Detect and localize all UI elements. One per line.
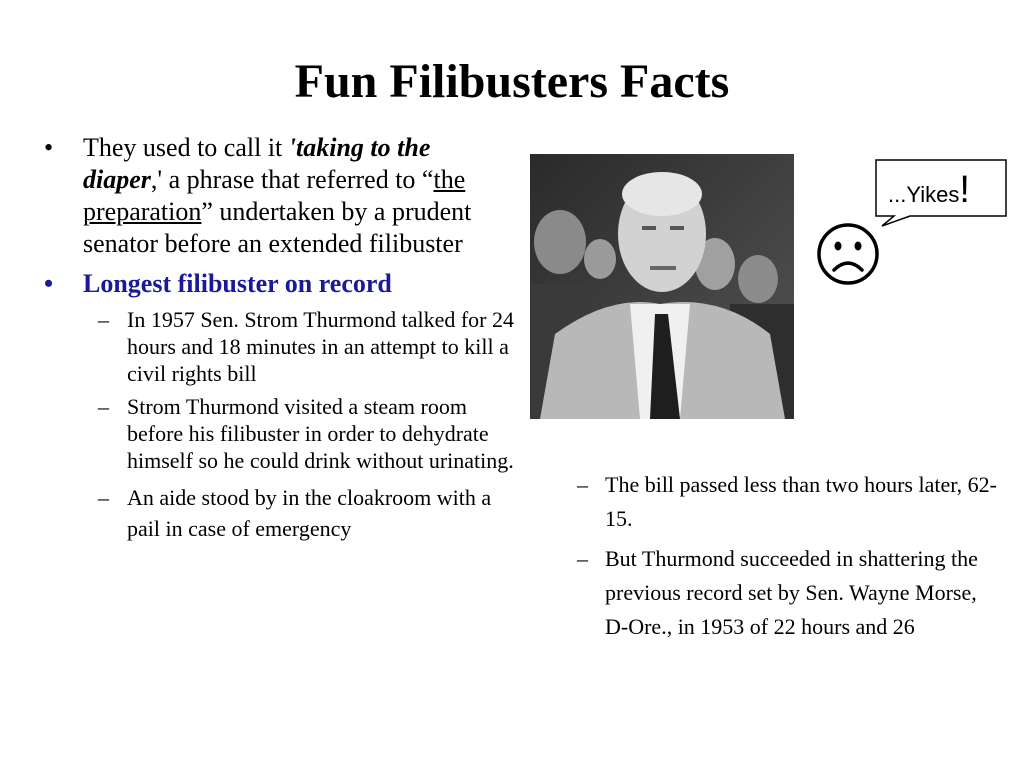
bullet-marker: •: [44, 133, 54, 162]
bullet-underlined: the preparation: [83, 165, 466, 226]
left-column: [44, 132, 514, 544]
dash-marker: –: [98, 307, 109, 332]
bullet-emphasis: 'taking to the diaper: [83, 133, 431, 194]
sub-item: [577, 468, 997, 536]
sub-item-text: But Thurmond succeeded in shattering the previous record set by Sen. Wayne Morse, D-Ore., in 1953 of 22 hours and 26: [605, 546, 978, 639]
bullet-longest-filibuster: [44, 268, 514, 300]
right-column: [577, 468, 997, 644]
callout-text: ...Yikes: [888, 182, 960, 207]
dash-marker: –: [98, 394, 109, 419]
dash-marker: –: [577, 472, 588, 497]
sub-item: [44, 482, 514, 544]
senator-photo: [530, 154, 794, 419]
sub-item: [44, 306, 514, 387]
dash-marker: –: [577, 546, 588, 571]
callout-bang: !: [959, 169, 970, 211]
bullet-text-before: They used to call it: [83, 133, 289, 162]
dash-marker: –: [98, 485, 109, 510]
bullet-text-after: ” undertaken by a prudent senator before an extended filibuster: [83, 197, 472, 258]
sub-item: [577, 542, 997, 644]
sub-item: [44, 393, 514, 474]
yikes-callout: [888, 169, 970, 213]
sub-item-text: In 1957 Sen. Strom Thurmond talked for 24 hours and 18 minutes in an attempt to kill a civil rights bill: [127, 307, 514, 386]
sub-item-text: The bill passed less than two hours later, 62-15.: [605, 472, 997, 531]
sub-item-text: Strom Thurmond visited a steam room before his filibuster in order to dehydrate himself so he could drink without urinating.: [127, 394, 514, 473]
bullet-text-mid: ,' a phrase that referred to “: [150, 165, 434, 194]
bullet-marker: •: [44, 269, 54, 298]
slide-title: Fun Filibusters Facts: [294, 55, 730, 108]
sub-item-text: An aide stood by in the cloakroom with a pail in case of emergency: [127, 485, 492, 541]
bullet-diaper: [44, 132, 514, 260]
bullet-heading: Longest filibuster on record: [83, 269, 392, 298]
